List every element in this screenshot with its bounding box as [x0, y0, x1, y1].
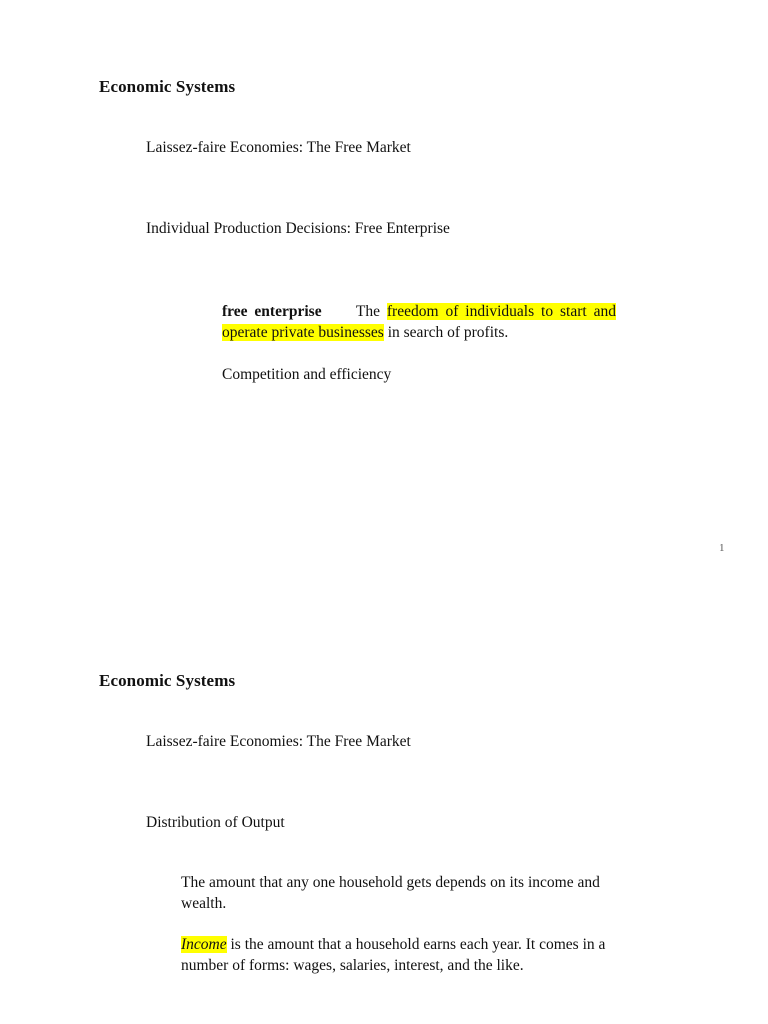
page-heading: Economic Systems	[99, 671, 236, 690]
highlighted-text: freedom of individuals to start and operate private businesses	[222, 303, 617, 341]
definition-lead: The	[355, 303, 380, 320]
page-heading: Economic Systems	[99, 77, 236, 96]
income-rest: is the amount that a household earns each year. It comes in a number of forms: wages, salaries, interest, and the like.	[181, 936, 606, 974]
income-term: Income	[181, 936, 227, 953]
section-subtitle: Laissez-faire Economies: The Free Market	[146, 733, 411, 750]
section-title: Distribution of Output	[146, 814, 285, 831]
definition-term: free enterprise	[222, 303, 322, 320]
section-subtitle: Laissez-faire Economies: The Free Market	[146, 139, 411, 156]
income-paragraph	[181, 934, 619, 976]
definition-rest: in search of profits.	[387, 324, 509, 341]
document-page-2	[0, 594, 768, 1024]
section-title: Individual Production Decisions: Free Enterprise	[146, 220, 450, 237]
page-number: 1	[719, 542, 725, 554]
definition-paragraph	[222, 301, 616, 343]
note-line: Competition and efficiency	[222, 366, 392, 383]
output-paragraph: The amount that any one household gets depends on its income and wealth.	[181, 874, 600, 912]
